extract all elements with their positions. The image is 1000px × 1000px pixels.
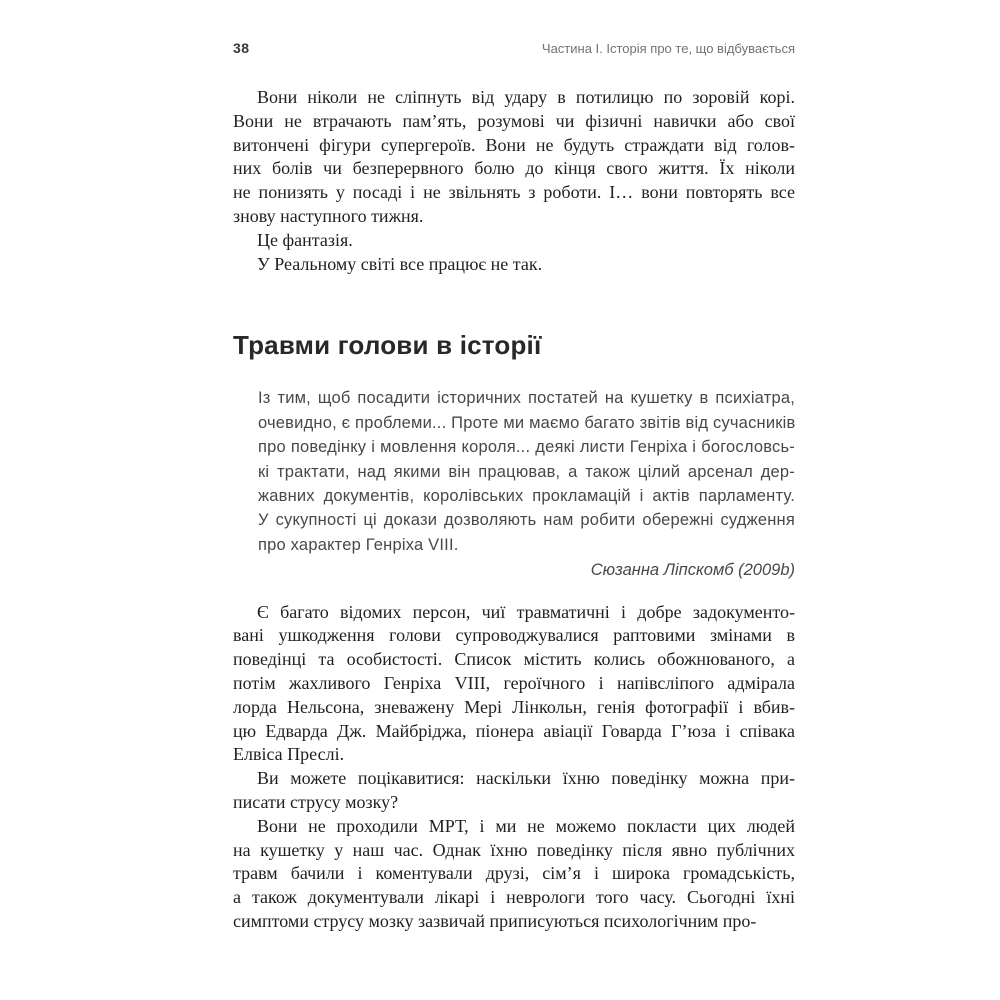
text-line: кі трактати, над якими він працював, а також цілий арсенал дер- <box>258 462 795 481</box>
quote-attribution: Сюзанна Ліпскомб (2009b) <box>590 561 795 580</box>
text-line: про характер Генріха VIII. <box>258 535 459 554</box>
text-line: вані ушкодження голови супроводжувалися раптовими змінами в <box>233 625 795 646</box>
text-line: Вони ніколи не сліпнуть від удару в потилицю по зоровій корі. <box>257 87 795 107</box>
text-line: потім жахливого Генріха VIII, героїчного і напівсліпого адмірала <box>233 673 795 694</box>
text-line: У Реальному світі все працює не так. <box>257 253 543 274</box>
paragraph-famous-persons <box>233 601 795 768</box>
text-line: витончені фігури супергероїв. Вони не будуть страждати від голов- <box>233 134 795 155</box>
running-title: Частина I. Історія про те, що відбувається <box>541 41 795 56</box>
text-line: знову наступного тижня. <box>233 205 424 226</box>
text-line: про поведінку і мовлення короля... деякі листи Генріха і богословсь- <box>258 438 795 457</box>
blockquote <box>233 386 795 557</box>
section-heading: Травми голови в історії <box>233 330 542 361</box>
text-line: лорда Нельсона, зневажену Мері Лінкольн, генія фотографії і вбив- <box>233 696 795 717</box>
paragraph-this-is-fantasy <box>233 229 795 253</box>
paragraph-fantasy-list <box>233 86 795 229</box>
text-line: цю Едварда Дж. Майбріджа, піонера авіації Говарда Г’юза і співака <box>233 720 795 741</box>
text-line: У сукупності ці докази дозволяють нам робити обережні судження <box>258 511 795 530</box>
paragraph-no-mri <box>233 815 795 934</box>
text-line: на кушетку у наш час. Однак їхню поведінку після явно публічних <box>233 839 795 860</box>
text-line: Вони не проходили МРТ, і ми не можемо покласти цих людей <box>257 815 795 836</box>
text-column <box>233 40 795 934</box>
text-line: а також документували лікарі і неврологи того часу. Сьогодні їхні <box>233 887 795 908</box>
text-line: них болів чи безперервного болю до кінця свого життя. Їх ніколи <box>233 158 795 179</box>
paragraph-question <box>233 767 795 815</box>
text-line: очевидно, є проблеми... Проте ми маємо багато звітів від сучасників <box>258 413 796 432</box>
text-line: травм бачили і коментували друзі, сім’я і широка громадськість, <box>233 863 795 884</box>
text-line: Із тим, щоб посадити історичних постатей на кушетку в психіатра, <box>258 389 795 408</box>
paragraph-real-world <box>233 253 795 277</box>
body-text-block <box>233 86 795 276</box>
text-line: Ви можете поцікавитися: наскільки їхню поведінку можна при- <box>257 768 795 789</box>
text-line: писати струсу мозку? <box>233 792 399 812</box>
text-line: симптоми струсу мозку зазвичай приписуються психологічним про- <box>233 910 757 931</box>
text-line: Вони не втрачають пам’ять, розумові чи фізичні навички або свої <box>233 110 795 131</box>
text-line: жавних документів, королівських прокламацій і актів парламенту. <box>258 487 795 505</box>
text-line: Це фантазія. <box>257 229 353 250</box>
text-line: не понизять у посаді і не звільнять з роботи. І… вони повторять все <box>233 182 795 203</box>
text-line: Є багато відомих персон, чиї травматичні і добре задокументо- <box>257 601 795 622</box>
text-line: поведінці та особистості. Список містить колись обожнюваного, а <box>233 649 795 670</box>
body-text-block-2 <box>233 601 795 934</box>
page-header <box>233 40 795 56</box>
page-number: 38 <box>233 40 250 56</box>
text-line: Елвіса Преслі. <box>233 744 345 765</box>
